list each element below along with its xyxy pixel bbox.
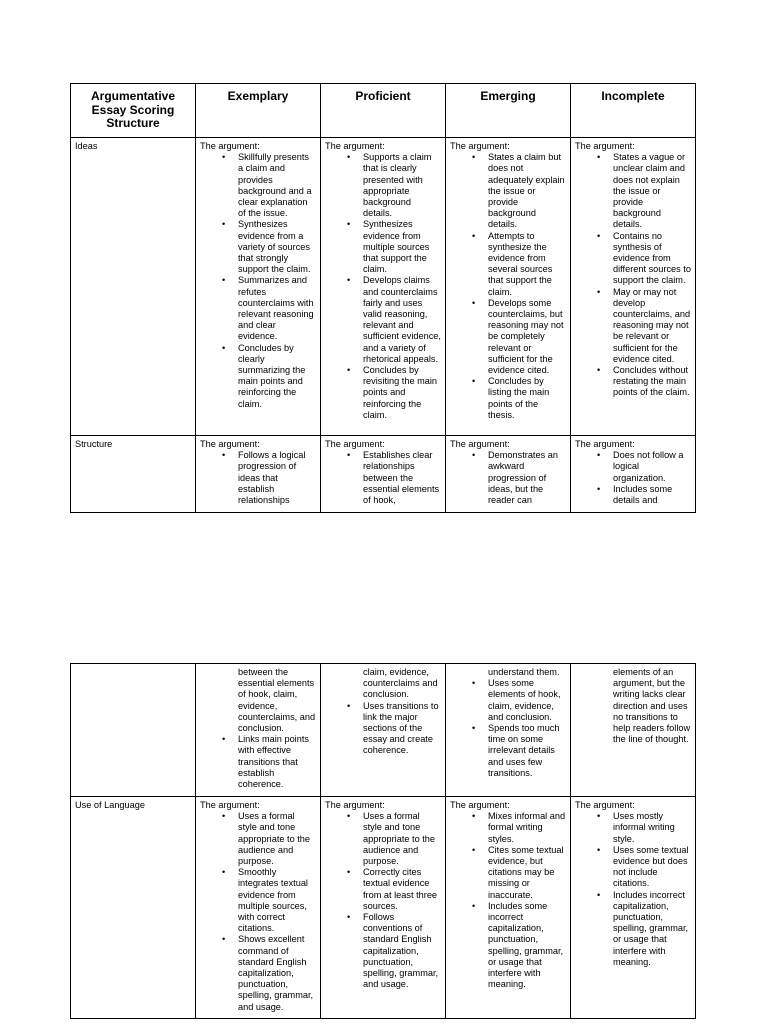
bullet-item: • Follows conventions of standard English capitalization, punctuation, spelling, grammar, and usage. — [363, 912, 441, 990]
bullet-item: • Uses mostly informal writing style. — [613, 811, 691, 845]
header-incomplete: Incomplete — [571, 84, 696, 138]
header-structure: Argumentative Essay Scoring Structure — [71, 84, 196, 138]
bullet-item: • Includes incorrect capitalization, punctuation, spelling, grammar, or usage that interfere with meaning. — [613, 890, 691, 968]
bullet-item: • States a vague or unclear claim and does not explain the issue or provide background details. — [613, 152, 691, 230]
structure-proficient-cell — [321, 436, 446, 513]
bullet-item: • Correctly cites textual evidence from at least three sources. — [363, 867, 441, 912]
row-use-of-language — [71, 797, 696, 1019]
bullet-list — [450, 667, 566, 779]
bullet-list — [575, 152, 691, 398]
bullet-item: • Demonstrates an awkward progression of ideas, but the reader can — [488, 450, 566, 506]
bullet-item: • Synthesizes evidence from a variety of sources that strongly support the claim. — [238, 219, 316, 275]
bullet-item-continued: between the essential elements of hook, claim, evidence, counterclaims, and conclusion. — [238, 667, 316, 734]
header-emerging: Emerging — [446, 84, 571, 138]
row-structure — [71, 436, 696, 513]
bullet-item: • Develops claims and counterclaims fairly and uses valid reasoning, relevant and sufficient evidence, and a variety of rhetorical appeals. — [363, 275, 441, 365]
bullet-item: • Attempts to synthesize the evidence from several sources that support the claim. — [488, 231, 566, 298]
bullet-item: • Uses a formal style and tone appropriate to the audience and purpose. — [238, 811, 316, 867]
bullet-list — [325, 152, 441, 421]
language-exemplary-cell — [196, 797, 321, 1019]
bullet-list — [575, 450, 691, 506]
structure-emerging-cont-cell — [446, 664, 571, 797]
bullet-item: • Uses some textual evidence but does not include citations. — [613, 845, 691, 890]
bullet-list — [450, 450, 566, 506]
header-row — [71, 84, 696, 138]
bullet-list — [575, 667, 691, 745]
row-label-structure: Structure — [71, 436, 196, 513]
bullet-list — [575, 811, 691, 968]
bullet-item: • Supports a claim that is clearly presented with appropriate background details. — [363, 152, 441, 219]
structure-incomplete-cell — [571, 436, 696, 513]
bullet-item: • Links main points with effective transitions that establish coherence. — [238, 734, 316, 790]
bullet-item: • Establishes clear relationships between the essential elements of hook, — [363, 450, 441, 506]
cell-intro: The argument: — [575, 141, 635, 151]
ideas-proficient-cell — [321, 138, 446, 436]
bullet-item: • Includes some incorrect capitalization, punctuation, spelling, grammar, or usage that interfere with meaning. — [488, 901, 566, 991]
cell-intro: The argument: — [200, 141, 260, 151]
bullet-list — [325, 450, 441, 506]
bullet-item: • Uses a formal style and tone appropriate to the audience and purpose. — [363, 811, 441, 867]
bullet-item: • Includes some details and — [613, 484, 691, 506]
cell-intro: The argument: — [575, 439, 635, 449]
cell-intro: The argument: — [575, 800, 635, 810]
bullet-item: • Develops some counterclaims, but reasoning may not be completely relevant or sufficient for the evidence cited. — [488, 298, 566, 376]
bullet-list — [200, 152, 316, 410]
bullet-list — [450, 811, 566, 990]
structure-emerging-cell — [446, 436, 571, 513]
bullet-item: • Summarizes and refutes counterclaims with relevant reasoning and clear evidence. — [238, 275, 316, 342]
bullet-item: • Shows excellent command of standard English capitalization, punctuation, spelling, grammar, and usage. — [238, 934, 316, 1012]
cell-intro: The argument: — [450, 800, 510, 810]
ideas-incomplete-cell — [571, 138, 696, 436]
structure-exemplary-cell — [196, 436, 321, 513]
bullet-item-continued: understand them. — [488, 667, 560, 677]
bullet-list — [200, 811, 316, 1013]
bullet-item: • Spends too much time on some irrelevant details and uses few transitions. — [488, 723, 566, 779]
header-exemplary: Exemplary — [196, 84, 321, 138]
bullet-item: • Contains no synthesis of evidence from different sources to support the claim. — [613, 231, 691, 287]
cell-intro: The argument: — [200, 439, 260, 449]
rubric-table-part-1 — [70, 83, 696, 513]
cell-intro: The argument: — [325, 141, 385, 151]
rubric-table-part-2 — [70, 663, 696, 1019]
cell-intro: The argument: — [200, 800, 260, 810]
row-ideas — [71, 138, 696, 436]
ideas-emerging-cell — [446, 138, 571, 436]
bullet-item: • Uses transitions to link the major sections of the essay and create coherence. — [363, 701, 441, 757]
structure-proficient-cont-cell — [321, 664, 446, 797]
bullet-item: • Concludes without restating the main points of the claim. — [613, 365, 691, 399]
cell-intro: The argument: — [325, 439, 385, 449]
structure-incomplete-cont-cell — [571, 664, 696, 797]
structure-exemplary-cont-cell — [196, 664, 321, 797]
bullet-item: • Smoothly integrates textual evidence from multiple sources, with correct citations. — [238, 867, 316, 934]
bullet-list — [200, 667, 316, 790]
bullet-item: • Skillfully presents a claim and provides background and a clear explanation of the issue. — [238, 152, 316, 219]
bullet-item-continued: claim, evidence, counterclaims and conclusion. — [363, 667, 438, 700]
bullet-item: • Synthesizes evidence from multiple sources that support the claim. — [363, 219, 441, 275]
bullet-list — [450, 152, 566, 421]
bullet-item-continued: elements of an argument, but the writing lacks clear direction and uses no transitions to help readers follow the line of thought. — [613, 667, 691, 745]
bullet-item: • States a claim but does not adequately explain the issue or provide background details. — [488, 152, 566, 230]
bullet-item: • Cites some textual evidence, but citations may be missing or inaccurate. — [488, 845, 566, 901]
bullet-item: • Mixes informal and formal writing styles. — [488, 811, 566, 845]
bullet-item: • Concludes by clearly summarizing the main points and reinforcing the claim. — [238, 343, 316, 410]
language-emerging-cell — [446, 797, 571, 1019]
bullet-list — [200, 450, 316, 506]
bullet-item: • May or may not develop counterclaims, and reasoning may not be relevant or sufficient for the evidence cited. — [613, 287, 691, 365]
cell-intro: The argument: — [325, 800, 385, 810]
language-incomplete-cell — [571, 797, 696, 1019]
bullet-item: • Follows a logical progression of ideas that establish relationships — [238, 450, 316, 506]
cell-intro: The argument: — [450, 439, 510, 449]
bullet-list — [325, 667, 441, 757]
ideas-exemplary-cell — [196, 138, 321, 436]
bullet-item: • Uses some elements of hook, claim, evidence, and conclusion. — [488, 678, 566, 723]
cell-intro: The argument: — [450, 141, 510, 151]
row-label-empty — [71, 664, 196, 797]
row-structure-continued — [71, 664, 696, 797]
row-label-ideas: Ideas — [71, 138, 196, 436]
bullet-item: • Does not follow a logical organization. — [613, 450, 691, 484]
bullet-item: • Concludes by listing the main points of the thesis. — [488, 376, 566, 421]
row-label-use-of-language: Use of Language — [71, 797, 196, 1019]
bullet-list — [325, 811, 441, 990]
language-proficient-cell — [321, 797, 446, 1019]
header-proficient: Proficient — [321, 84, 446, 138]
bullet-item: • Concludes by revisiting the main points and reinforcing the claim. — [363, 365, 441, 421]
